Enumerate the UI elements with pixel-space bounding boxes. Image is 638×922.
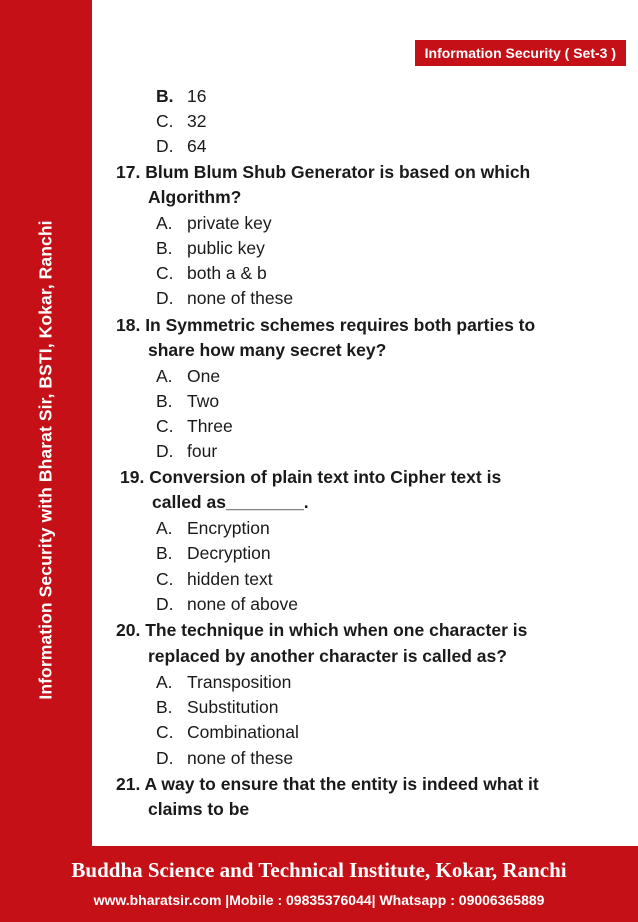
option-text: four	[187, 441, 218, 461]
option-letter: C.	[156, 111, 174, 131]
question-19-line1: 19. Conversion of plain text into Cipher text is	[120, 467, 502, 487]
option-text: private key	[187, 213, 272, 233]
question-19-line2: called as________.	[152, 492, 309, 512]
option-item	[156, 592, 298, 616]
option-text: Encryption	[187, 518, 270, 538]
option-letter: C.	[156, 416, 174, 436]
option-text: both a & b	[187, 263, 267, 283]
option-item	[156, 695, 278, 719]
footer-banner	[0, 846, 638, 922]
option-item	[156, 439, 217, 463]
question-20-line2: replaced by another character is called as?	[148, 646, 507, 666]
option-letter: B.	[156, 543, 173, 563]
option-letter: A.	[156, 672, 173, 692]
option-text: none of above	[187, 594, 298, 614]
question-18-line2: share how many secret key?	[148, 340, 387, 360]
option-text: Transposition	[187, 672, 292, 692]
option-letter: B.	[156, 697, 173, 717]
option-letter: B.	[156, 86, 174, 106]
option-item	[156, 541, 271, 565]
option-letter: D.	[156, 136, 174, 156]
option-text: none of these	[187, 748, 294, 768]
option-letter: B.	[156, 391, 173, 411]
option-text: Two	[187, 391, 220, 411]
option-text: 16	[187, 86, 207, 106]
option-item	[156, 364, 220, 388]
option-letter: A.	[156, 213, 173, 233]
option-item	[156, 236, 265, 260]
option-text: 64	[187, 136, 207, 156]
option-item	[156, 567, 273, 591]
option-text: hidden text	[187, 569, 273, 589]
option-item	[156, 134, 206, 158]
option-letter: A.	[156, 366, 173, 386]
option-letter: D.	[156, 288, 174, 308]
option-text: Substitution	[187, 697, 279, 717]
contact-info: www.bharatsir.com |Mobile : 09835376044| Whatsapp : 09006365889	[93, 892, 545, 908]
option-item	[156, 84, 206, 108]
option-item	[156, 670, 291, 694]
option-letter: C.	[156, 263, 174, 283]
question-18-line1: 18. In Symmetric schemes requires both parties to	[116, 315, 536, 335]
institute-name: Buddha Science and Technical Institute, Kokar, Ranchi	[71, 858, 567, 882]
option-item	[156, 286, 293, 310]
option-item	[156, 389, 219, 413]
sidebar-title: Information Security with Bharat Sir, BSTI, Kokar, Ranchi	[35, 220, 56, 700]
sidebar-banner	[0, 0, 92, 922]
option-letter: D.	[156, 594, 174, 614]
option-text: Combinational	[187, 722, 299, 742]
option-letter: D.	[156, 748, 174, 768]
option-text: Three	[187, 416, 233, 436]
question-17-line2: Algorithm?	[148, 187, 242, 207]
option-text: Decryption	[187, 543, 271, 563]
option-letter: D.	[156, 441, 174, 461]
option-letter: C.	[156, 722, 174, 742]
option-item	[156, 261, 267, 285]
question-21-line1: 21. A way to ensure that the entity is indeed what it	[116, 774, 539, 794]
question-21-line2: claims to be	[148, 799, 250, 819]
option-letter: C.	[156, 569, 174, 589]
option-text: One	[187, 366, 221, 386]
option-item	[156, 414, 233, 438]
option-item	[156, 720, 299, 744]
option-text: 32	[187, 111, 207, 131]
option-item	[156, 211, 272, 235]
option-letter: B.	[156, 238, 173, 258]
option-text: public key	[187, 238, 265, 258]
question-20-line1: 20. The technique in which when one character is	[116, 620, 528, 640]
question-17-line1: 17. Blum Blum Shub Generator is based on which	[116, 162, 531, 182]
option-item	[156, 109, 206, 133]
option-item	[156, 746, 293, 770]
option-item	[156, 516, 270, 540]
set-title-badge: Information Security ( Set-3 )	[415, 40, 626, 66]
option-letter: A.	[156, 518, 173, 538]
option-text: none of these	[187, 288, 294, 308]
